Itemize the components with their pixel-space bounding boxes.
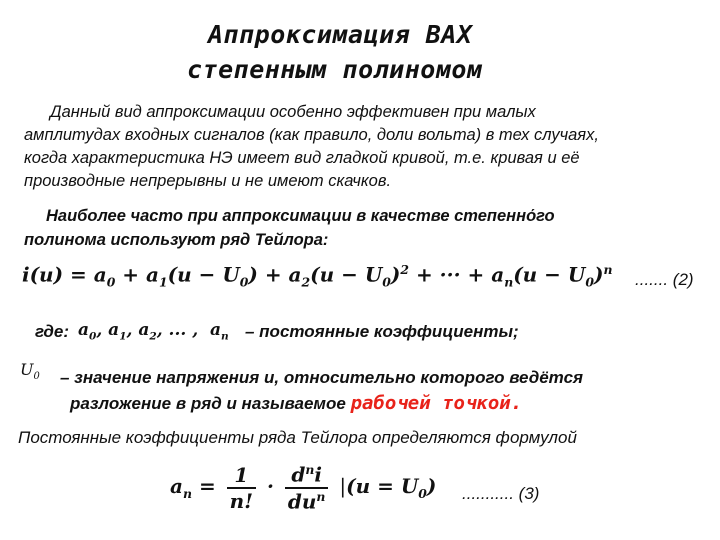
slide-title-line1: Аппроксимация ВАХ (208, 20, 473, 49)
coefficient-description: – постоянные коэффициенты; (245, 322, 519, 341)
para1-line3: когда характеристика НЭ имеет вид гладкой кривой, т.е. кривая и её (24, 149, 580, 167)
fraction-derivative: $\frac{d^ni}{du^n}$ (285, 462, 329, 513)
formula-intro: Постоянные коэффициенты ряда Тейлора определяются формулой (18, 428, 577, 447)
slide-title-line2: степенным полиномом (187, 55, 483, 84)
u0-description-text: разложение в ряд и называемое (70, 394, 346, 413)
equation-3-tag: ........... (3) (462, 484, 540, 503)
para2-line1: Наиболее часто при аппроксимации в качестве степеннόго (46, 207, 555, 225)
u0-symbol: $U_0$ (20, 360, 40, 383)
working-point-term: рабочей точкой (350, 392, 511, 414)
para1-line4: производные непрерывны и не имеют скачков. (24, 172, 392, 190)
taylor-series-equation: $i(u) = a_0 + a_1(u - U_0) + a_2(u - U_0)^2$ + ··· + $a_n(u - U_0)^n$ (22, 262, 613, 290)
para1-line2: амплитудах входных сигналов (как правило, доли вольта) в тех случаях, (24, 126, 599, 144)
para1-line1: Данный вид аппроксимации особенно эффективен при малых (50, 103, 536, 121)
fraction-one-over-n-factorial: $\frac{1}{n!}$ (227, 463, 256, 513)
coefficient-symbols: $a_0$, $a_1$, $a_2$, ... , $a_n$ (78, 320, 229, 343)
coefficient-formula: $a_n$ = $\frac{1}{n!}$ · $\frac{d^ni}{du^n}$ $|(u = U_0)$ (170, 462, 437, 514)
where-label: где: (35, 322, 70, 341)
u0-description-line2 (70, 392, 522, 414)
para2-line2: полинома используют ряд Тейлора: (24, 231, 329, 249)
u0-description-line1: – значение напряжения u, относительно которого ведётся (60, 368, 584, 387)
working-point-period: . (510, 392, 523, 414)
equation-2-tag: ....... (2) (635, 270, 694, 289)
